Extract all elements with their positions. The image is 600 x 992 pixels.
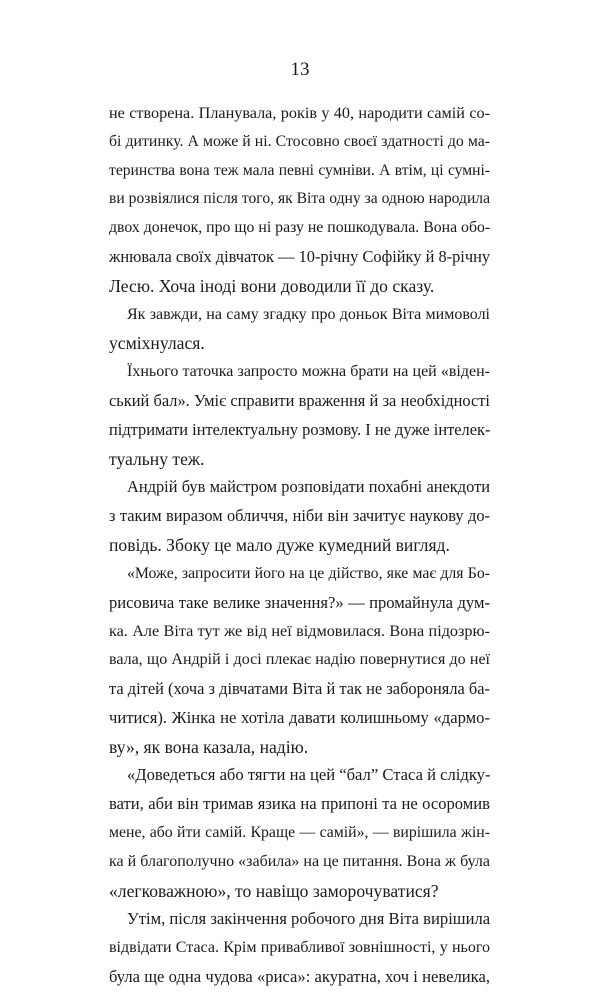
text-line: ський бал». Уміє справити враження й за необхідності [109,390,490,410]
text-line: ка й благополучно «забила» на це питання. Вона ж була [109,852,490,870]
text-line: бі дитинку. А може й ні. Стосовно своєї здатності до ма- [109,132,490,150]
text-line: з таким виразом обличчя, ніби він зачитує наукову до- [109,506,490,526]
text-line: та дітей (хоча з дівчатами Віта й так не забороняла ба- [109,678,490,698]
text-line: повідь. Збоку це мало дуже кумедний вигляд. [109,534,450,555]
text-line: вала, що Андрій і досі плекає надію повернутися до неї [109,651,490,669]
text-line: туальну теж. [109,448,205,469]
text-line: «Може, запросити його на це дійство, яке має для Бо- [127,564,490,582]
text-line: не створена. Планувала, років у 40, народити самій со- [109,104,490,122]
text-line: відвідати Стаса. Крім привабливої зовнішності, у нього [109,939,490,957]
text-line: підтримати інтелектуальну розмову. І не дуже інтелек- [109,419,491,439]
text-line: читися). Жінка не хотіла давати колишньому «дармо- [109,707,490,727]
body-text [109,99,490,992]
text-line: Андрій був майстром розповідати похабні анекдоти [127,477,490,497]
text-line: жнювала своїх дівчаток — 10-річну Софійку й 8-річну [109,246,491,266]
text-line: вати, аби він тримав язика на припоні та не осоромив [109,794,490,814]
text-line: «легковажною», то навіщо заморочуватися? [109,880,439,901]
text-line: усміхнулася. [109,333,205,354]
text-line: двох донечок, про що ні разу не пошкодувала. Вона обо- [109,219,491,237]
text-line: ву», як вона казала, надію. [109,736,309,757]
text-line: Їхнього таточка запросто можна брати на цей «віден- [127,363,490,381]
text-line: Як завжди, на саму згадку про доньок Віта мимоволі [127,305,490,323]
text-line: ви розвіялися після того, як Віта одну за одною народила [109,190,490,208]
text-line: ка. Але Віта тут же від неї відмовилася. Вона підозрю- [109,622,490,641]
text-line: рисовича таке велике значення?» — промайнула дум- [109,592,490,612]
text-line: «Доведеться або тягти на цей “бал” Стаса й слідку- [127,765,491,785]
text-line: Утім, після закінчення робочого дня Віта вирішила [127,909,491,929]
text-line: Лесю. Хоча іноді вони доводили її до сказу. [109,275,435,296]
text-line: теринства вона теж мала певні сумніви. А втім, ці сумні- [109,161,490,179]
text-line: була ще одна чудова «риса»: акуратна, хоч і невелика, [109,966,490,986]
text-line: мене, або йти самій. Краще — самій», — вирішила жін- [109,823,490,841]
page-number: 13 [290,59,310,80]
